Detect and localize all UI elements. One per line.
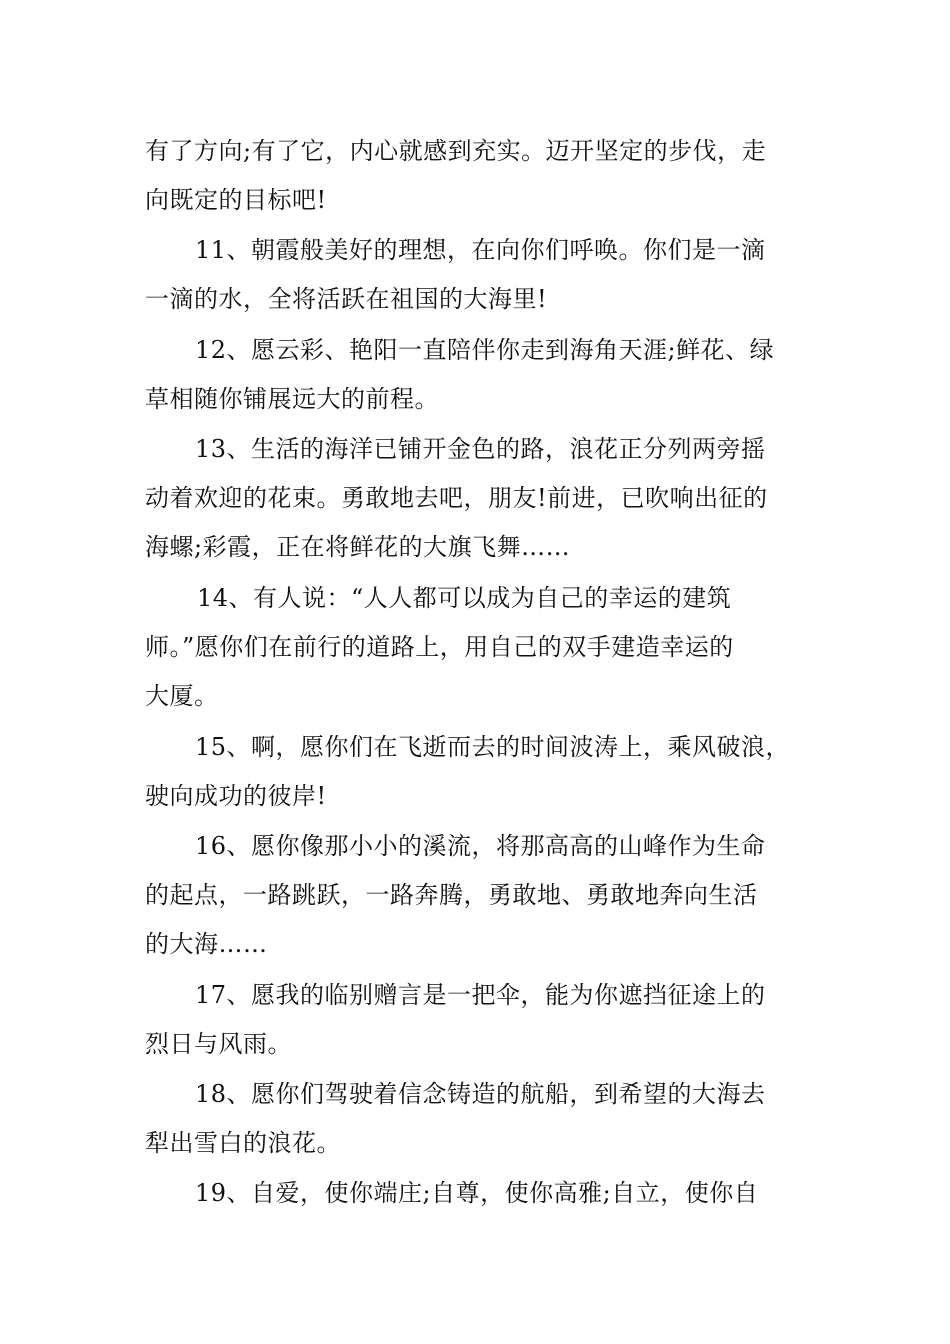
paragraph-14-line-2: 师。”愿你们在前行的道路上，用自己的双手建造幸运的	[145, 633, 734, 661]
paragraph-15-line-1: 15、啊，愿你们在飞逝而去的时间波涛上，乘风破浪，	[195, 733, 791, 761]
text-line: 有了方向;有了它，内心就感到充实。迈开坚定的步伐，走	[145, 137, 767, 165]
paragraph-12-line-2: 草相随你铺展远大的前程。	[145, 385, 439, 413]
paragraph-18-line-2: 犁出雪白的浪花。	[145, 1129, 341, 1157]
paragraph-11-line-1: 11、朝霞般美好的理想，在向你们呼唤。你们是一滴	[195, 236, 766, 264]
paragraph-16-line-3: 的大海……	[145, 930, 268, 958]
paragraph-16-line-2: 的起点，一路跳跃，一路奔腾，勇敢地、勇敢地奔向生活	[145, 881, 758, 909]
paragraph-14-line-3: 大厦。	[145, 682, 219, 710]
paragraph-16-line-1: 16、愿你像那小小的溪流，将那高高的山峰作为生命	[195, 832, 766, 860]
paragraph-17-line-1: 17、愿我的临别赠言是一把伞，能为你遮挡征途上的	[195, 981, 766, 1009]
paragraph-17-line-2: 烈日与风雨。	[145, 1030, 292, 1058]
paragraph-13-line-3: 海螺;彩霞，正在将鲜花的大旗飞舞……	[145, 533, 571, 561]
paragraph-18-line-1: 18、愿你们驾驶着信念铸造的航船，到希望的大海去	[195, 1080, 766, 1108]
paragraph-11-line-2: 一滴的水，全将活跃在祖国的大海里!	[145, 285, 548, 313]
paragraph-12-line-1: 12、愿云彩、艳阳一直陪伴你走到海角天涯;鲜花、绿	[195, 336, 775, 364]
paragraph-13-line-2: 动着欢迎的花束。勇敢地去吧，朋友!前进，已吹响出征的	[145, 484, 768, 512]
text-line: 向既定的目标吧!	[145, 186, 327, 214]
paragraph-19-line-1: 19、自爱，使你端庄;自尊，使你高雅;自立，使你自	[195, 1179, 759, 1207]
paragraph-14-line-1: 14、有人说：“人人都可以成为自己的幸运的建筑	[197, 584, 732, 612]
paragraph-15-line-2: 驶向成功的彼岸!	[145, 782, 327, 810]
paragraph-13-line-1: 13、生活的海洋已铺开金色的路，浪花正分列两旁摇	[195, 435, 766, 463]
